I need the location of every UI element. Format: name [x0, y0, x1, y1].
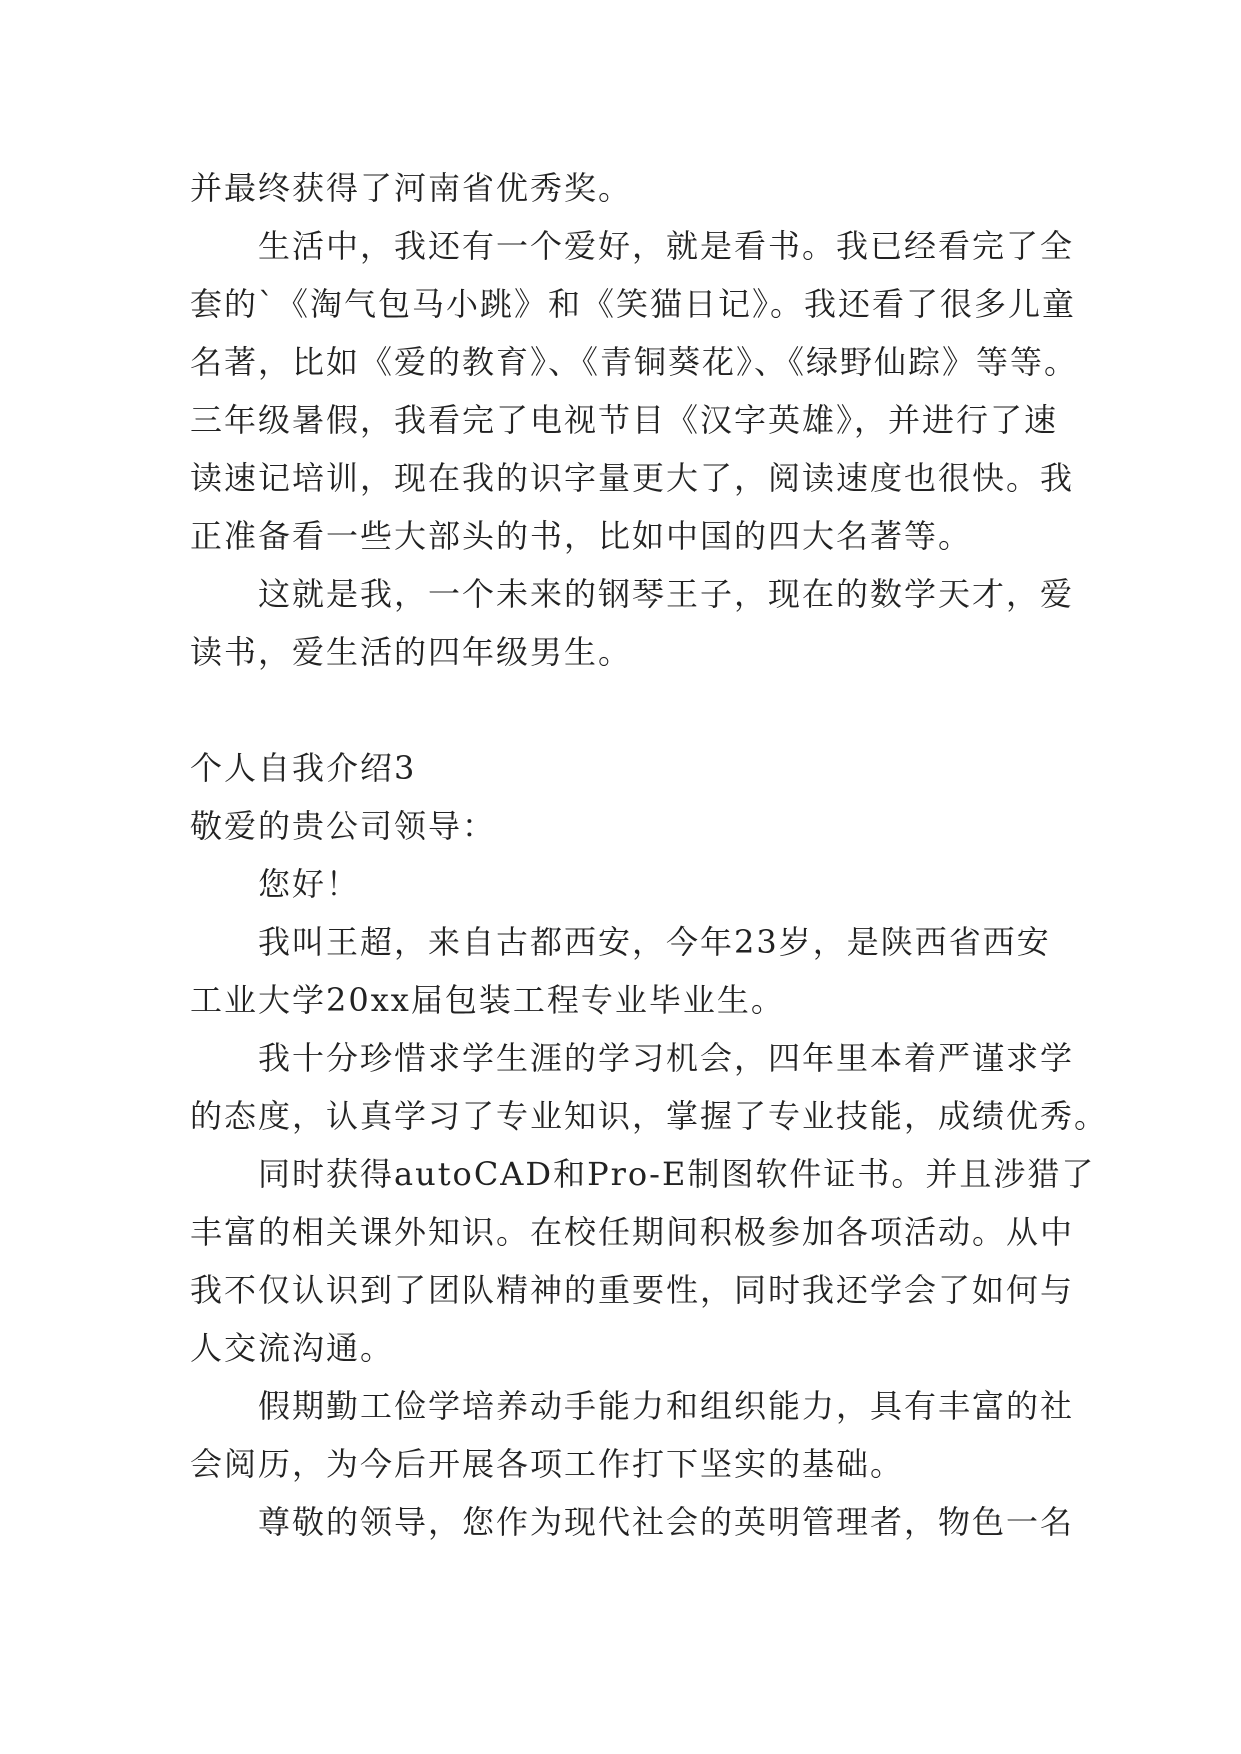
text-line: 工业大学20xx届包装工程专业毕业生。	[190, 981, 785, 1019]
text-line: 同时获得autoCAD和Pro-E制图软件证书。并且涉猎了	[258, 1155, 1096, 1193]
text-line: 我叫王超，来自古都西安，今年23岁，是陕西省西安	[258, 923, 1051, 961]
text-line: 我不仅认识到了团队精神的重要性，同时我还学会了如何与	[190, 1271, 1075, 1309]
greeting: 您好！	[258, 865, 361, 903]
text-line: 假期勤工俭学培养动手能力和组织能力，具有丰富的社	[258, 1387, 1075, 1425]
text-line: 这就是我，一个未来的钢琴王子，现在的数学天才，爱	[258, 575, 1075, 613]
text-line: 尊敬的领导，您作为现代社会的英明管理者，物色一名	[258, 1503, 1075, 1541]
text-line: 正准备看一些大部头的书，比如中国的四大名著等。	[190, 517, 973, 555]
text-line: 并最终获得了河南省优秀奖。	[190, 169, 633, 207]
section-heading: 个人自我介绍3	[190, 749, 417, 787]
text-line: 丰富的相关课外知识。在校任期间积极参加各项活动。从中	[190, 1213, 1075, 1251]
text-line: 会阅历，为今后开展各项工作打下坚实的基础。	[190, 1445, 905, 1483]
text-line: 套的`《淘气包马小跳》和《笑猫日记》。我还看了很多儿童	[190, 285, 1077, 323]
text-line: 读书，爱生活的四年级男生。	[190, 633, 633, 671]
text-line: 名著，比如《爱的教育》、《青铜葵花》、《绿野仙踪》等等。	[190, 343, 1079, 381]
text-line: 我十分珍惜求学生涯的学习机会，四年里本着严谨求学	[258, 1039, 1075, 1077]
text-line: 人交流沟通。	[190, 1329, 395, 1367]
text-line: 读速记培训，现在我的识字量更大了，阅读速度也很快。我	[190, 459, 1075, 497]
text-line: 三年级暑假，我看完了电视节目《汉字英雄》，并进行了速	[190, 401, 1059, 439]
text-line: 生活中，我还有一个爱好，就是看书。我已经看完了全	[258, 227, 1075, 265]
text-line: 的态度，认真学习了专业知识，掌握了专业技能，成绩优秀。	[190, 1097, 1109, 1135]
salutation: 敬爱的贵公司领导：	[190, 807, 497, 845]
